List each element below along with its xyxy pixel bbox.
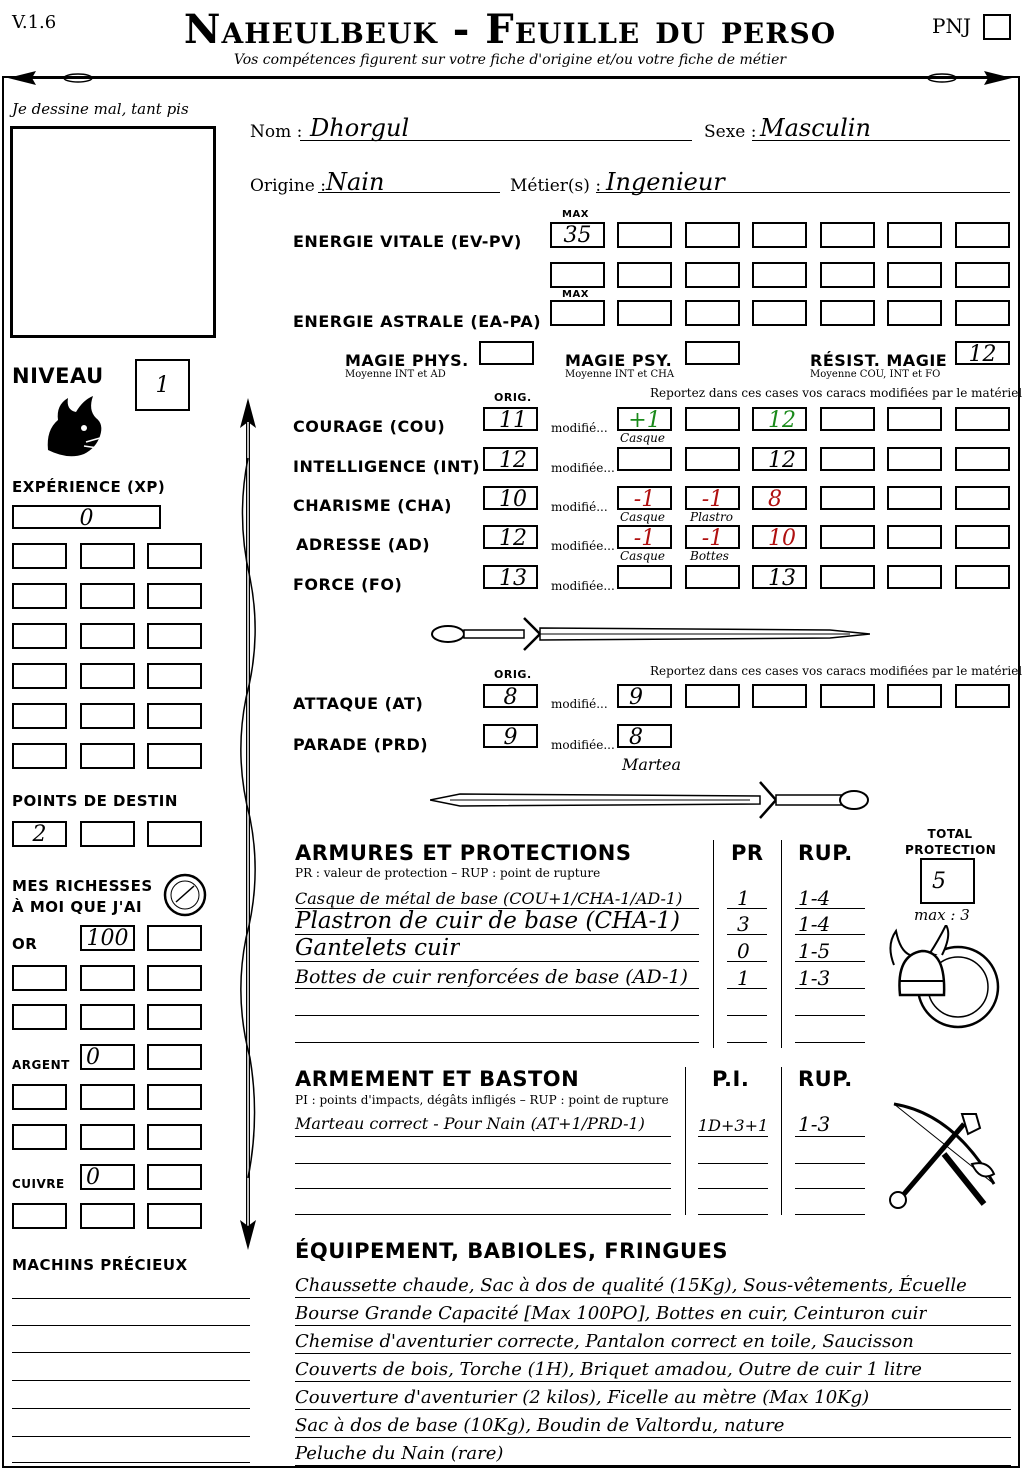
- cuivre-box[interactable]: [147, 1164, 202, 1190]
- cuivre-box[interactable]: [12, 1203, 67, 1229]
- carac-mod-2[interactable]: [685, 565, 740, 589]
- arme-pi[interactable]: 1D+3+1: [698, 1116, 769, 1135]
- xp-label: EXPÉRIENCE (XP): [12, 478, 166, 496]
- carac-mod-1[interactable]: [617, 565, 672, 589]
- ea-box[interactable]: [955, 300, 1010, 326]
- carac-modif-label: modifiée...: [551, 579, 615, 593]
- destin-value[interactable]: 2: [12, 821, 67, 847]
- xp-box[interactable]: [12, 743, 67, 769]
- richesses-label-1: MES RICHESSES: [12, 877, 153, 895]
- version-label: V.1.6: [12, 12, 57, 33]
- armement-rup-label: RUP.: [798, 1067, 853, 1091]
- sexe-value[interactable]: Masculin: [760, 114, 871, 142]
- carac-mod-1[interactable]: -1: [617, 486, 672, 510]
- weapons-icon: [884, 1094, 1004, 1214]
- at-modif-label: modifié...: [551, 697, 608, 711]
- argent-box[interactable]: [147, 1044, 202, 1070]
- ev-box[interactable]: [752, 222, 807, 248]
- carac-box[interactable]: [887, 565, 942, 589]
- equipement-line[interactable]: Peluche du Nain (rare): [295, 1443, 504, 1464]
- carac-label: ADRESSE (AD): [296, 535, 431, 554]
- carac-box[interactable]: [887, 447, 942, 471]
- carac-box[interactable]: [955, 407, 1010, 431]
- at-box[interactable]: [820, 684, 875, 708]
- armure-name[interactable]: Plastron de cuir de base (CHA-1): [295, 909, 680, 934]
- nom-value[interactable]: Dhorgul: [310, 114, 410, 142]
- armure-pr[interactable]: 1: [737, 966, 750, 990]
- carac-final[interactable]: 10: [752, 525, 807, 549]
- or-value[interactable]: 100: [80, 925, 135, 951]
- magie-phys-note: Moyenne INT et AD: [345, 369, 446, 380]
- or-label: OR: [12, 935, 38, 953]
- or-box[interactable]: [80, 965, 135, 991]
- resist-magie-label: RÉSIST. MAGIE: [810, 351, 948, 370]
- equipement-line[interactable]: Chemise d'aventurier correcte, Pantalon correct en toile, Saucisson: [295, 1331, 914, 1352]
- carac-mod-1-note: Casque: [620, 431, 666, 445]
- ev-box[interactable]: [887, 222, 942, 248]
- carac-mod-2[interactable]: -1: [685, 525, 740, 549]
- argent-label: ARGENT: [12, 1058, 70, 1072]
- machins-label: MACHINS PRÉCIEUX: [12, 1256, 188, 1274]
- origine-value[interactable]: Nain: [326, 168, 385, 196]
- ev-label: ENERGIE VITALE (EV-PV): [293, 232, 522, 251]
- xp-box[interactable]: [12, 623, 67, 649]
- at-mod[interactable]: 9: [617, 684, 672, 708]
- cuivre-box[interactable]: [80, 1203, 135, 1229]
- cuivre-value[interactable]: 0: [80, 1164, 135, 1190]
- combat-orig-label: ORIG.: [494, 668, 532, 681]
- ea-box[interactable]: [752, 300, 807, 326]
- armures-rup-label: RUP.: [798, 841, 853, 865]
- ev-box[interactable]: [955, 262, 1010, 288]
- at-label: ATTAQUE (AT): [293, 694, 424, 713]
- portrait-box[interactable]: [10, 126, 216, 338]
- xp-value[interactable]: 0: [12, 505, 161, 529]
- xp-box[interactable]: [80, 623, 135, 649]
- page-title: Naheulbeuk - Feuille du perso: [183, 6, 837, 53]
- sword-icon: [430, 612, 870, 656]
- xp-box[interactable]: [12, 703, 67, 729]
- argent-box[interactable]: [12, 1084, 67, 1110]
- equipement-line[interactable]: Chaussette chaude, Sac à dos de qualité (15Kg), Sous-vêtements, Écuelle: [295, 1275, 967, 1296]
- armure-rup[interactable]: 1-5: [798, 939, 831, 963]
- ev-box[interactable]: [752, 262, 807, 288]
- pnj-label: PNJ: [932, 14, 971, 38]
- xp-box[interactable]: [80, 583, 135, 609]
- argent-box[interactable]: [12, 1124, 67, 1150]
- arme-rup[interactable]: 1-3: [798, 1112, 831, 1136]
- or-box[interactable]: [147, 965, 202, 991]
- carac-box[interactable]: [955, 486, 1010, 510]
- armure-name[interactable]: Bottes de cuir renforcées de base (AD-1): [295, 967, 688, 988]
- equipement-title: ÉQUIPEMENT, BABIOLES, FRINGUES: [295, 1239, 728, 1263]
- combat-note: Martea: [622, 755, 682, 774]
- carac-mod-2[interactable]: [685, 447, 740, 471]
- total-protection-value[interactable]: 5: [920, 858, 975, 904]
- carac-box[interactable]: [820, 486, 875, 510]
- dragon-icon: [38, 390, 108, 462]
- destin-box[interactable]: [147, 821, 202, 847]
- argent-box[interactable]: [80, 1084, 135, 1110]
- niveau-value[interactable]: 1: [135, 359, 190, 411]
- armure-pr[interactable]: 3: [737, 912, 750, 936]
- magie-phys-value[interactable]: [479, 341, 534, 365]
- metier-label: Métier(s) :: [510, 176, 602, 196]
- carac-orig[interactable]: 12: [483, 447, 538, 471]
- ea-max-value[interactable]: [550, 300, 605, 326]
- magie-psy-note: Moyenne INT et CHA: [565, 369, 675, 380]
- armure-pr[interactable]: 1: [737, 886, 750, 910]
- carac-modif-label: modifié...: [551, 421, 608, 435]
- nom-label: Nom :: [250, 122, 303, 142]
- carac-mod-2-note: Plastro: [690, 510, 734, 524]
- xp-box[interactable]: [147, 583, 202, 609]
- total-protection-label: TOTAL PROTECTION: [905, 827, 997, 857]
- carac-box[interactable]: [955, 525, 1010, 549]
- ea-box[interactable]: [685, 300, 740, 326]
- armures-note: PR : valeur de protection – RUP : point de rupture: [295, 866, 601, 880]
- xp-box[interactable]: [147, 743, 202, 769]
- vertical-spear-icon: [228, 398, 268, 1250]
- carac-orig[interactable]: 10: [483, 486, 538, 510]
- carac-box[interactable]: [955, 447, 1010, 471]
- or-box[interactable]: [12, 1004, 67, 1030]
- or-box[interactable]: [147, 1004, 202, 1030]
- prd-orig[interactable]: 9: [483, 724, 538, 748]
- armure-rup[interactable]: 1-3: [798, 966, 831, 990]
- ev-box[interactable]: [820, 222, 875, 248]
- or-box[interactable]: [80, 1004, 135, 1030]
- carac-modif-label: modifié...: [551, 500, 608, 514]
- ea-max-label: MAX: [562, 289, 589, 300]
- carac-box[interactable]: [820, 407, 875, 431]
- report-note: Reportez dans ces cases vos caracs modifiées par le matériel: [650, 386, 1023, 400]
- ea-box[interactable]: [617, 300, 672, 326]
- armure-pr[interactable]: 0: [737, 939, 750, 963]
- carac-mod-2[interactable]: -1: [685, 486, 740, 510]
- destin-label: POINTS DE DESTIN: [12, 792, 178, 810]
- carac-label: INTELLIGENCE (INT): [293, 457, 481, 476]
- carac-mod-2[interactable]: [685, 407, 740, 431]
- carac-box[interactable]: [887, 486, 942, 510]
- carac-final[interactable]: 8: [752, 486, 807, 510]
- ev-max-label: MAX: [562, 209, 589, 220]
- carac-orig[interactable]: 12: [483, 525, 538, 549]
- sexe-label: Sexe :: [704, 122, 757, 142]
- page-subtitle: Vos compétences figurent sur votre fiche d'origine et/ou votre fiche de métier: [233, 52, 787, 68]
- armement-title: ARMEMENT ET BASTON: [295, 1067, 580, 1091]
- carac-orig[interactable]: 13: [483, 565, 538, 589]
- coin-icon: [162, 872, 208, 918]
- at-box[interactable]: [887, 684, 942, 708]
- armures-title: ARMURES ET PROTECTIONS: [295, 841, 632, 865]
- at-orig[interactable]: 8: [483, 684, 538, 708]
- carac-box[interactable]: [820, 447, 875, 471]
- xp-box[interactable]: [80, 543, 135, 569]
- carac-modif-label: modifiée...: [551, 461, 615, 475]
- pr-label: PR: [731, 841, 764, 865]
- pnj-checkbox[interactable]: [983, 14, 1011, 40]
- carac-final[interactable]: 13: [752, 565, 807, 589]
- ea-box[interactable]: [820, 300, 875, 326]
- sword-icon: [430, 778, 870, 822]
- xp-box[interactable]: [12, 583, 67, 609]
- ea-label: ENERGIE ASTRALE (EA-PA): [293, 312, 542, 331]
- carac-mod-2-note: Bottes: [690, 549, 729, 563]
- argent-value[interactable]: 0: [80, 1044, 135, 1070]
- at-box[interactable]: [685, 684, 740, 708]
- or-box[interactable]: [12, 965, 67, 991]
- argent-box[interactable]: [147, 1124, 202, 1150]
- metier-value[interactable]: Ingenieur: [606, 168, 725, 196]
- carac-mod-1[interactable]: -1: [617, 525, 672, 549]
- cuivre-box[interactable]: [147, 1203, 202, 1229]
- at-box[interactable]: [752, 684, 807, 708]
- max-protection-note: max : 3: [914, 906, 970, 924]
- richesses-label-2: À MOI QUE J'AI: [12, 898, 143, 916]
- origine-label: Origine :: [250, 176, 326, 196]
- ev-max-value[interactable]: 35: [550, 222, 605, 248]
- ev-box[interactable]: [685, 222, 740, 248]
- armement-note: PI : points d'impacts, dégâts infligés – RUP : point de rupture: [295, 1093, 669, 1107]
- xp-box[interactable]: [80, 743, 135, 769]
- destin-box[interactable]: [80, 821, 135, 847]
- prd-modif-label: modifiée...: [551, 738, 615, 752]
- carac-box[interactable]: [955, 565, 1010, 589]
- combat-report-note: Reportez dans ces cases vos caracs modifiées par le matériel: [650, 664, 1023, 678]
- ea-box[interactable]: [887, 300, 942, 326]
- xp-box[interactable]: [12, 543, 67, 569]
- carac-orig[interactable]: 11: [483, 407, 538, 431]
- equipement-line[interactable]: Couverture d'aventurier (2 kilos), Ficelle au mètre (Max 10Kg): [295, 1387, 870, 1408]
- resist-magie-value[interactable]: 12: [955, 341, 1010, 365]
- ev-box[interactable]: [820, 262, 875, 288]
- xp-box[interactable]: [80, 663, 135, 689]
- xp-box[interactable]: [147, 623, 202, 649]
- magie-psy-label: MAGIE PSY.: [565, 351, 673, 370]
- xp-box[interactable]: [147, 703, 202, 729]
- equipement-line[interactable]: Sac à dos de base (10Kg), Boudin de Valtordu, nature: [295, 1415, 785, 1436]
- carac-final[interactable]: 12: [752, 407, 807, 431]
- or-box[interactable]: [147, 925, 202, 951]
- ev-box[interactable]: [617, 222, 672, 248]
- at-box[interactable]: [955, 684, 1010, 708]
- armure-name[interactable]: Casque de métal de base (COU+1/CHA-1/AD-1): [295, 890, 683, 908]
- carac-box[interactable]: [820, 525, 875, 549]
- cuivre-label: CUIVRE: [12, 1177, 65, 1191]
- arme-name[interactable]: Marteau correct - Pour Nain (AT+1/PRD-1): [295, 1114, 645, 1133]
- xp-box[interactable]: [12, 663, 67, 689]
- carac-label: CHARISME (CHA): [293, 496, 452, 515]
- armure-rup[interactable]: 1-4: [798, 912, 831, 936]
- equipement-line[interactable]: Bourse Grande Capacité [Max 100PO], Bottes en cuir, Ceinturon cuir: [295, 1303, 928, 1324]
- helmet-shield-icon: [886, 925, 1004, 1035]
- carac-box[interactable]: [887, 407, 942, 431]
- xp-box[interactable]: [147, 663, 202, 689]
- prd-mod[interactable]: 8: [617, 724, 672, 748]
- carac-final[interactable]: 12: [752, 447, 807, 471]
- ev-box[interactable]: [887, 262, 942, 288]
- prd-label: PARADE (PRD): [293, 735, 429, 754]
- magie-psy-value[interactable]: [685, 341, 740, 365]
- resist-magie-note: Moyenne COU, INT et FO: [810, 369, 941, 380]
- carac-modif-label: modifiée...: [551, 539, 615, 553]
- magie-phys-label: MAGIE PHYS.: [345, 351, 469, 370]
- equipement-line[interactable]: Couverts de bois, Torche (1H), Briquet amadou, Outre de cuir 1 litre: [295, 1359, 922, 1380]
- carac-mod-1[interactable]: [617, 447, 672, 471]
- ev-box[interactable]: [550, 262, 605, 288]
- xp-box[interactable]: [80, 703, 135, 729]
- argent-box[interactable]: [80, 1124, 135, 1150]
- argent-box[interactable]: [147, 1084, 202, 1110]
- pi-label: P.I.: [712, 1067, 750, 1091]
- portrait-caption: Je dessine mal, tant pis: [12, 100, 189, 118]
- armure-name[interactable]: Gantelets cuir: [295, 936, 461, 961]
- carac-mod-1-note: Casque: [620, 549, 666, 563]
- orig-label: ORIG.: [494, 391, 532, 404]
- carac-box[interactable]: [887, 525, 942, 549]
- ev-box[interactable]: [955, 222, 1010, 248]
- carac-label: FORCE (FO): [293, 575, 403, 594]
- carac-box[interactable]: [820, 565, 875, 589]
- armure-rup[interactable]: 1-4: [798, 886, 831, 910]
- carac-label: COURAGE (COU): [293, 417, 446, 436]
- carac-mod-1-note: Casque: [620, 510, 666, 524]
- niveau-label: NIVEAU: [12, 364, 104, 388]
- ev-box[interactable]: [617, 262, 672, 288]
- carac-mod-1[interactable]: +1: [617, 407, 672, 431]
- ev-box[interactable]: [685, 262, 740, 288]
- xp-box[interactable]: [147, 543, 202, 569]
